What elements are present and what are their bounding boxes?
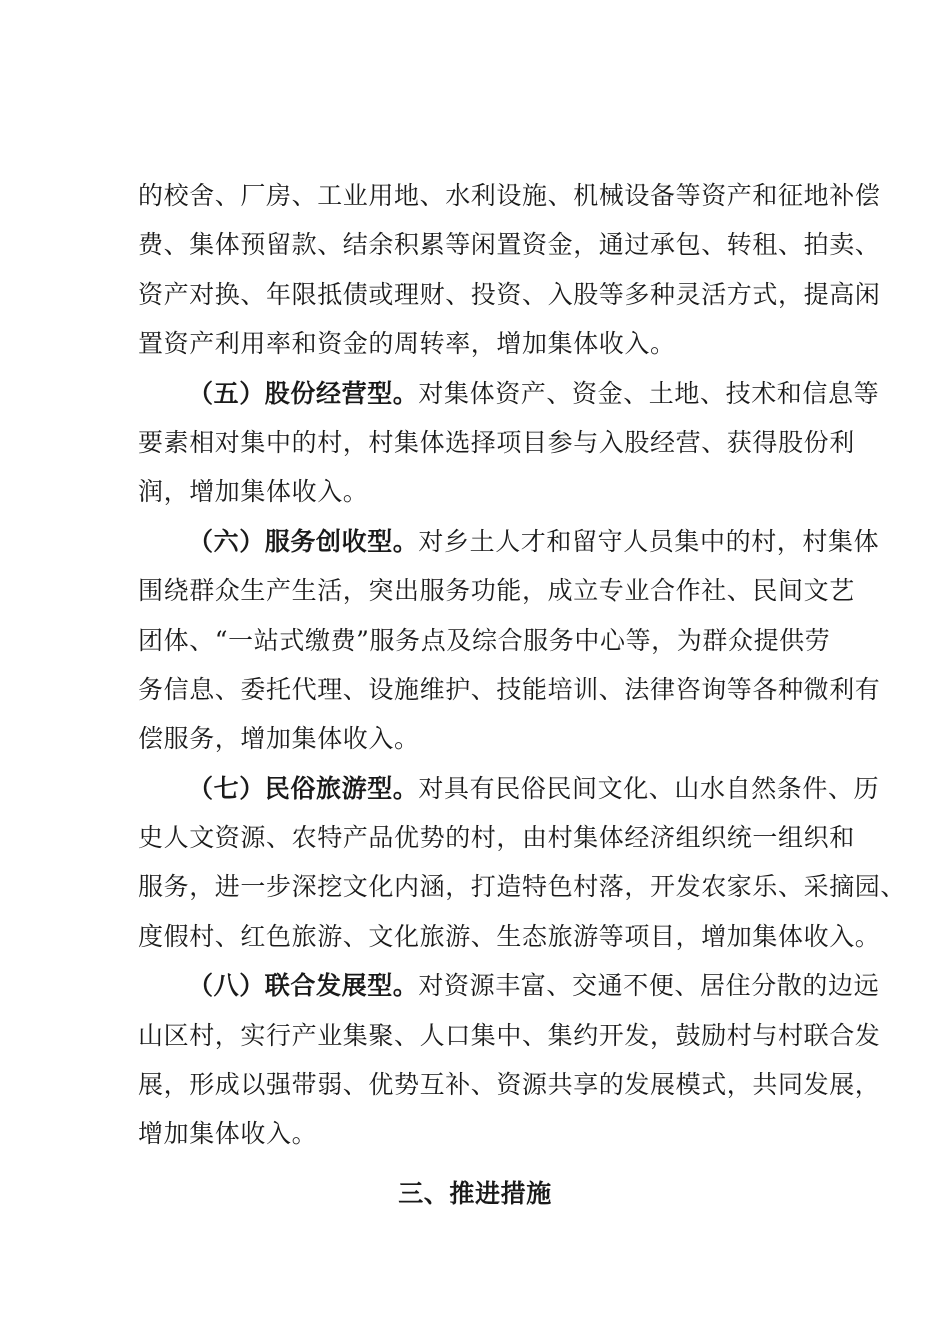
paragraph-lead: （八）联合发展型。 (188, 971, 419, 1001)
text-line: 偿服务，增加集体收入。 (138, 724, 420, 754)
text-line (138, 517, 880, 566)
text-line: 的校舍、厂房、工业用地、水利设施、机械设备等资产和征地补偿 (138, 181, 881, 210)
text-line: 服务，进一步深挖文化内涵，打造特色村落，开发农家乐、采摘园、 (138, 872, 907, 902)
text-line: 围绕群众生产生活，突出服务功能，成立专业合作社、民间文艺 (138, 576, 855, 606)
paragraph-text: 对具有民俗民间文化、山水自然条件、历 (418, 773, 880, 803)
text-line (138, 764, 880, 813)
paragraph-text: 对乡土人才和留守人员集中的村，村集体 (418, 526, 880, 556)
text-line: 置资产利用率和资金的周转率，增加集体收入。 (138, 329, 676, 359)
text-line: 资产对换、年限抵债或理财、投资、入股等多种灵活方式，提高闲 (138, 279, 881, 309)
paragraph-share-operation (138, 369, 880, 517)
paragraph-service-income (138, 517, 881, 764)
section-heading: 三、推进措施 (398, 1179, 552, 1208)
paragraph-text: 对资源丰富、交通不便、居住分散的边远 (418, 971, 880, 1001)
text-line: 史人文资源、农特产品优势的村，由村集体经济组织统一组织和 (138, 823, 855, 853)
text-line: 团体、“一站式缴费”服务点及综合服务中心等，为群众提供劳 (138, 625, 831, 655)
text-line: 山区村，实行产业集聚、人口集中、集约开发，鼓励村与村联合发 (138, 1020, 881, 1050)
text-line: 费、集体预留款、结余积累等闲置资金，通过承包、转租、拍卖、 (138, 230, 881, 260)
text-line: 度假村、红色旅游、文化旅游、生态旅游等项目，增加集体收入。 (138, 921, 881, 951)
text-line: 务信息、委托代理、设施维护、技能培训、法律咨询等各种微利有 (138, 674, 881, 704)
paragraph-folk-tourism (138, 764, 907, 962)
paragraph-text: 对集体资产、资金、土地、技术和信息等 (418, 378, 880, 408)
text-line: 润，增加集体收入。 (138, 477, 369, 507)
paragraph-lead: （六）服务创收型。 (188, 526, 419, 556)
text-line: 展，形成以强带弱、优势互补、资源共享的发展模式，共同发展， (138, 1070, 881, 1100)
text-line: 要素相对集中的村，村集体选择项目参与入股经营、获得股份利 (138, 427, 855, 457)
paragraph-lead: （五）股份经营型。 (188, 378, 419, 408)
paragraph-joint-development (138, 961, 881, 1159)
paragraph-continuation (138, 171, 881, 369)
text-line (138, 961, 880, 1010)
text-line (138, 369, 880, 418)
paragraph-lead: （七）民俗旅游型。 (188, 773, 419, 803)
text-line: 增加集体收入。 (138, 1119, 318, 1149)
document-body (138, 171, 907, 1159)
